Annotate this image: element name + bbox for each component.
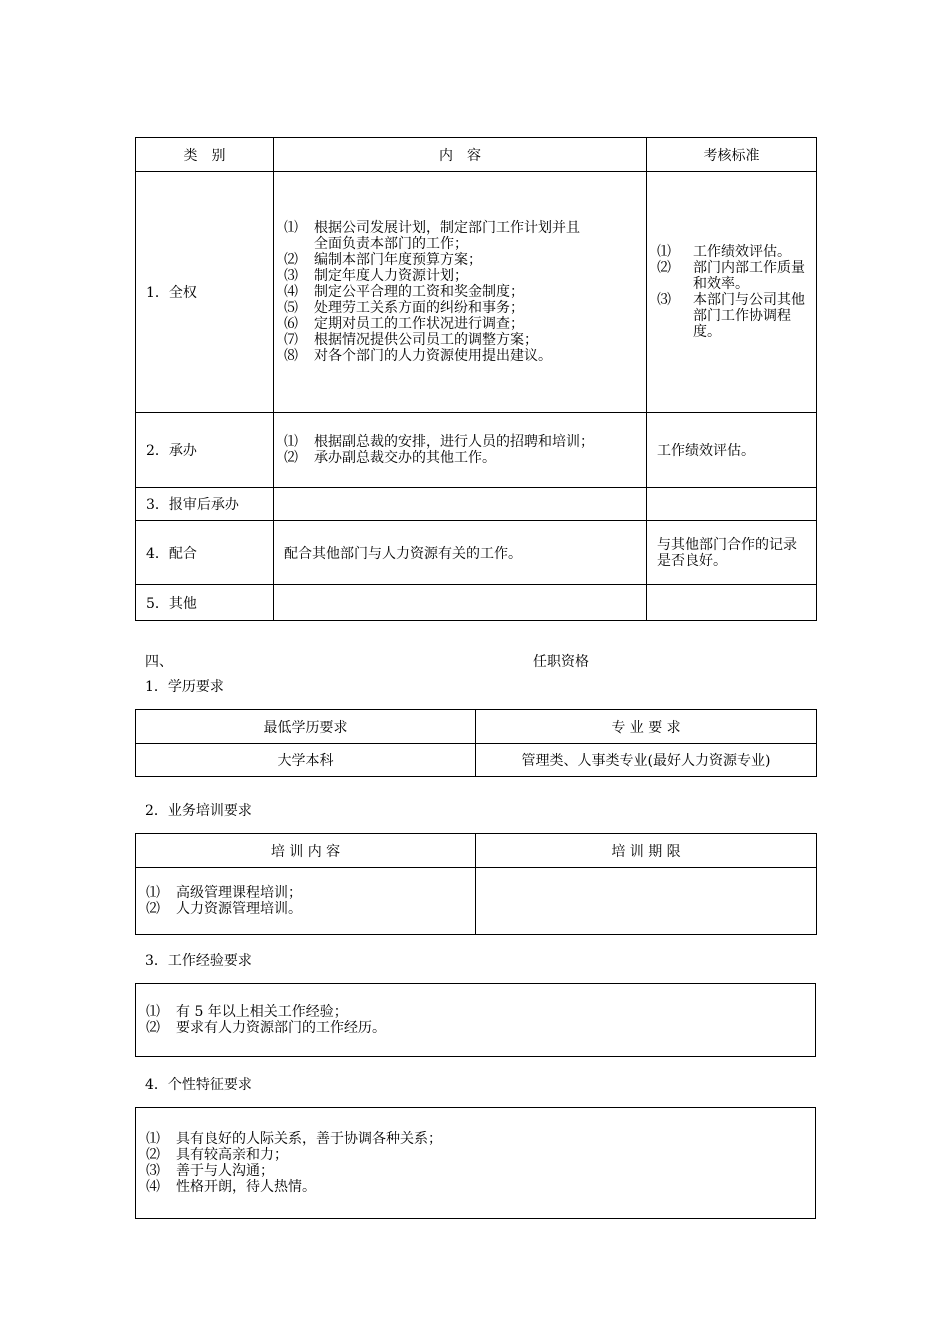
major-value: 管理类、人事类专业(最好人力资源专业) <box>476 744 817 777</box>
list-item: ⑴ 有 5 年以上相关工作经验； <box>146 1004 348 1020</box>
list-item: ⑵ 人力资源管理培训。 <box>146 901 302 917</box>
table-row <box>136 585 817 621</box>
list-item: ⑴ 根据副总裁的安排，进行人员的招聘和培训； <box>284 434 594 450</box>
header-content: 内 容 <box>274 138 647 172</box>
list-item: ⑵ 要求有人力资源部门的工作经历。 <box>146 1020 386 1036</box>
list-item: ⑵ 具有较高亲和力； <box>146 1147 288 1163</box>
row-criteria <box>647 585 817 621</box>
row-category: 1．全权 <box>136 172 274 413</box>
list-item: ⑷ 性格开朗，待人热情。 <box>146 1179 316 1195</box>
duty-table <box>135 137 817 621</box>
min-education-value: 大学本科 <box>136 744 476 777</box>
list-item: 全面负责本部门的工作； <box>314 236 468 252</box>
list-item: ⑺ 根据情况提供公司员工的调整方案； <box>284 332 538 348</box>
section-title: 任职资格 <box>533 654 589 670</box>
row-category: 3．报审后承办 <box>136 488 274 521</box>
row-category: 2．承办 <box>136 413 274 488</box>
table-row <box>136 488 817 521</box>
table-header-row <box>136 834 817 868</box>
header-major: 专 业 要 求 <box>476 710 817 744</box>
training-period-cell <box>476 868 817 935</box>
personality-box <box>135 1107 816 1219</box>
row-content <box>274 172 647 413</box>
header-category: 类 别 <box>136 138 274 172</box>
list-item: ⑶ 本部门与公司其他部门工作协调程度。 <box>657 292 805 340</box>
table-row <box>136 521 817 585</box>
row-criteria <box>647 488 817 521</box>
row-category: 5．其他 <box>136 585 274 621</box>
row-criteria: 工作绩效评估。 <box>647 413 817 488</box>
training-content-cell <box>136 868 476 935</box>
list-item: ⑹ 定期对员工的工作状况进行调查； <box>284 316 524 332</box>
list-item: ⑻ 对各个部门的人力资源使用提出建议。 <box>284 348 552 364</box>
table-row <box>136 1108 816 1219</box>
header-training-content: 培 训 内 容 <box>136 834 476 868</box>
training-heading: 2．业务培训要求 <box>145 803 252 819</box>
table-row <box>136 984 816 1057</box>
table-header-row <box>136 710 817 744</box>
list-item: ⑵ 承办副总裁交办的其他工作。 <box>284 450 496 466</box>
list-item: ⑶ 制定年度人力资源计划； <box>284 268 468 284</box>
list-item: ⑵ 编制本部门年度预算方案； <box>284 252 482 268</box>
experience-heading: 3．工作经验要求 <box>145 953 252 969</box>
experience-box <box>135 983 816 1057</box>
row-criteria <box>647 172 817 413</box>
row-content: 配合其他部门与人力资源有关的工作。 <box>274 521 647 585</box>
list-item: ⑷ 制定公平合理的工资和奖金制度； <box>284 284 524 300</box>
education-heading: 1．学历要求 <box>145 679 224 695</box>
list-item: ⑴ 工作绩效评估。 <box>657 244 791 260</box>
table-header-row <box>136 138 817 172</box>
table-row <box>136 744 817 777</box>
list-item: ⑸ 处理劳工关系方面的纠纷和事务； <box>284 300 524 316</box>
education-table <box>135 709 817 777</box>
experience-cell <box>136 984 816 1057</box>
list-item: ⑴ 高级管理课程培训； <box>146 885 302 901</box>
personality-cell <box>136 1108 816 1219</box>
list-item: ⑴ 具有良好的人际关系，善于协调各种关系； <box>146 1131 442 1147</box>
section-number: 四、 <box>145 654 173 670</box>
list-item: ⑶ 善于与人沟通； <box>146 1163 274 1179</box>
list-item: ⑴ 根据公司发展计划，制定部门工作计划并且 <box>284 220 580 236</box>
training-table <box>135 833 817 935</box>
table-row <box>136 413 817 488</box>
row-category: 4．配合 <box>136 521 274 585</box>
table-row <box>136 868 817 935</box>
table-row <box>136 172 817 413</box>
header-training-period: 培 训 期 限 <box>476 834 817 868</box>
header-criteria: 考核标准 <box>647 138 817 172</box>
header-min-education: 最低学历要求 <box>136 710 476 744</box>
row-content <box>274 488 647 521</box>
row-content <box>274 413 647 488</box>
row-criteria: 与其他部门合作的记录是否良好。 <box>647 521 817 585</box>
personality-heading: 4．个性特征要求 <box>145 1077 252 1093</box>
row-content <box>274 585 647 621</box>
list-item: ⑵ 部门内部工作质量和效率。 <box>657 260 805 292</box>
